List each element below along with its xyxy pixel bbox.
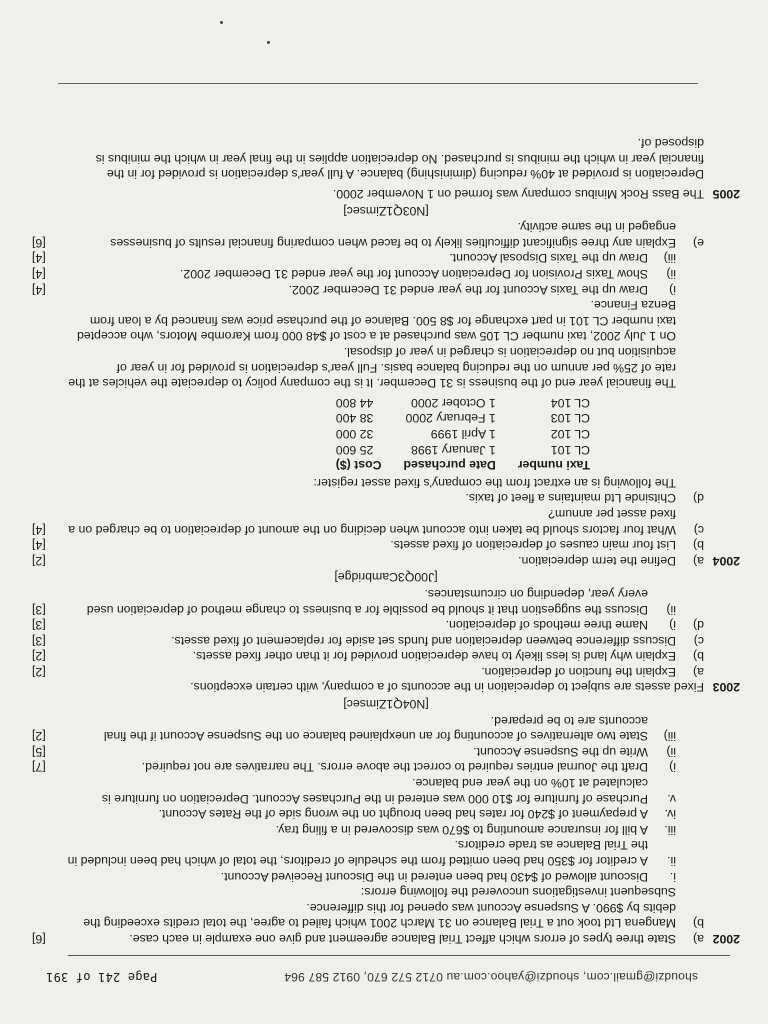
task-item — [32, 759, 740, 775]
marks: [4] — [32, 267, 46, 282]
question-text: Discuss difference between depreciation and funds set aside for replacement of fixed assets. — [171, 633, 676, 648]
part-label: d) — [693, 491, 704, 506]
task-item — [32, 281, 740, 297]
q2004-part — [32, 490, 740, 506]
q2003-part — [32, 617, 740, 633]
question-text: The Bass Rock Minibus company was formed on 1 November 2000. — [332, 187, 704, 202]
marks: [4] — [32, 282, 46, 297]
table-row — [314, 394, 590, 410]
question-text: Name three methods of depreciation. — [445, 618, 648, 633]
item-number: ii. — [667, 854, 676, 869]
source-reference: [N04Q1Zimsec] — [343, 697, 429, 712]
task-number: ii) — [666, 267, 676, 282]
marks: [3] — [32, 602, 46, 617]
question-text: Discuss the suggestion that it should be possible for a business to change method of depreciation used every year, depending on circumstances. — [86, 586, 648, 617]
intro-text: The following is an extract from the company's fixed asset register: — [313, 475, 676, 490]
q2003-intro — [32, 679, 740, 695]
part-label: c) — [693, 522, 704, 537]
q2002-b — [32, 899, 740, 930]
year-label: 2004 — [712, 553, 740, 568]
paragraph — [32, 297, 740, 344]
task-item — [32, 712, 740, 743]
part-label: e) — [693, 235, 704, 250]
page-number: Page 241 of 391 — [46, 970, 158, 984]
marks: [7] — [32, 760, 46, 775]
question-text: Depreciation is provided at 40% reducing (diminishing) balance. A full year's depreciation is provided for in the financial year in which the minibus is purchased. No depreciation applies in the final year in which the minibus is disposed of. — [95, 136, 704, 182]
q2003-part — [32, 663, 740, 679]
table-cell: CL 102 — [550, 427, 590, 441]
task-number: iii) — [663, 251, 676, 266]
table-cell: 32 000 — [335, 427, 374, 441]
q2004-part — [32, 537, 740, 553]
item-text: A prepayment of $240 for rates had been brought on the wrong side of the Rates Account. — [158, 807, 648, 822]
task-number: iii) — [663, 729, 676, 744]
table-row — [314, 425, 590, 441]
scan-speck — [267, 41, 270, 44]
part-label: a) — [693, 664, 704, 679]
question-text: Chitsinde Ltd maintains a fleet of taxis. — [465, 491, 676, 506]
table-cell: 1 February 2000 — [405, 411, 496, 426]
question-text: Explain the function of depreciation. — [481, 664, 676, 679]
error-item — [32, 774, 740, 805]
table-cell: 1 January 1998 — [411, 442, 496, 457]
marks: [3] — [32, 633, 46, 648]
table-cell: 44 800 — [335, 395, 374, 410]
part-label: d) — [693, 618, 704, 633]
task-item — [32, 250, 740, 266]
column-header: Date purchased — [403, 458, 496, 473]
marks: [6] — [32, 235, 46, 250]
question-text: Explain why land is less likely to have depreciation provided for it than other fixed assets. — [192, 649, 676, 664]
marks: [2] — [32, 649, 46, 664]
q2005-line1 — [32, 186, 740, 202]
question-text: Explain any three significant difficulties likely to be faced when comparing financial results of businesses engaged in the same activity. — [110, 220, 676, 250]
part-label: c) — [693, 633, 704, 648]
item-number: iv. — [664, 807, 676, 822]
q2002-intro — [32, 884, 740, 900]
part-label: b) — [693, 916, 704, 931]
paragraph — [32, 343, 740, 390]
error-item — [32, 806, 740, 822]
item-number: i. — [669, 869, 676, 884]
marks: [2] — [32, 729, 46, 744]
year-label: 2002 — [712, 932, 740, 946]
q2003-part — [32, 585, 740, 616]
table-cell: CL 104 — [550, 395, 590, 410]
source-reference: [J00Q3Cambridge] — [334, 570, 438, 585]
table-header-row — [314, 457, 590, 473]
footer-rule — [58, 83, 698, 84]
task-number: ii) — [666, 744, 676, 759]
task-text: Write up the Suspense Account. — [473, 744, 648, 759]
task-text: Draw up the Taxis Account for the year ended 31 December 2002. — [288, 282, 648, 297]
contact-info: shoudzi@gmail.com, shoudzi@yahoo.com.au 0712 572 670, 0912 587 964 — [284, 970, 698, 984]
marks: [2] — [32, 664, 46, 679]
task-text: Draw up the Taxis Disposal Account. — [449, 251, 648, 266]
sub-label: ii) — [666, 602, 676, 617]
intro-text: Fixed assets are subject to depreciation in the accounts of a company, with certain exceptions. — [190, 680, 704, 695]
part-label: a) — [693, 932, 704, 946]
part-label: a) — [693, 553, 704, 568]
sub-label: i) — [669, 618, 676, 633]
source-reference: [N03Q1Zimsec] — [343, 203, 429, 218]
item-text: A creditor for $350 had been omitted from the schedule of creditors, the total of which had been included in the Trial Balance as trade creditors. — [67, 838, 648, 869]
question-text: Mangena Ltd took out a Trial Balance on 31 March 2001 which failed to agree, the total credits exceeding the debits by $990. A Suspense Account was opened for this difference. — [83, 900, 676, 931]
task-text: State two alternatives of accounting for an unexplained balance on the Suspense Account if the final accounts are to be prepared. — [103, 713, 648, 744]
question-text: List four main causes of depreciation of fixed assets. — [390, 538, 676, 553]
register-intro — [32, 474, 740, 490]
item-text: Purchase of furniture for $10 000 was entered in the Purchases Account. Depreciation on furniture is calculated at 10% on the year end balance. — [101, 776, 648, 806]
question-text: What four factors should be taken into account when deciding on the amount of depreciation to be charged on a fixed asset per annum? — [68, 506, 676, 537]
q2002-a — [32, 930, 740, 946]
paragraph-text: The financial year end of the business is 31 December. It is the company policy to depreciate the vehicles at the rate of 25% per annum on the reducing balance basis. Full year's depreciation is provided for in year of acquisition but no depreciation is charged in year of disposal. — [68, 345, 676, 391]
item-number: v. — [667, 791, 676, 806]
item-number: iii. — [664, 822, 676, 837]
q2004-e — [32, 219, 740, 250]
task-item — [32, 743, 740, 759]
column-header: Taxi number — [517, 458, 590, 473]
column-header: Cost ($) — [335, 458, 382, 473]
task-text: Show Taxis Provision for Depreciation Account for the year ended 31 December 2002. — [179, 267, 648, 282]
marks: [4] — [32, 522, 46, 537]
marks: [5] — [32, 744, 46, 759]
table-row — [314, 410, 590, 426]
question-text: State three types of errors which affect Trial Balance agreement and give one example in each case. — [129, 932, 676, 946]
page-content — [32, 135, 740, 946]
table-cell: 25 600 — [335, 442, 374, 457]
part-label: b) — [693, 649, 704, 664]
table-cell: 38 400 — [335, 411, 374, 426]
q2004-part — [32, 552, 740, 568]
intro-text: Subsequent investigations uncovered the following errors: — [360, 885, 676, 900]
q2004-part — [32, 505, 740, 536]
error-item — [32, 821, 740, 837]
task-number: i) — [669, 282, 676, 297]
year-label: 2003 — [712, 680, 740, 695]
table-cell: 1 April 1999 — [430, 427, 496, 441]
marks: [2] — [32, 553, 46, 568]
marks: [3] — [32, 618, 46, 633]
scan-speck — [220, 21, 223, 24]
table-row — [314, 441, 590, 457]
error-item — [32, 868, 740, 884]
q2005-line2 — [32, 135, 740, 182]
q2003-part — [32, 632, 740, 648]
fixed-asset-table — [314, 394, 590, 472]
table-cell: 1 October 2000 — [411, 395, 496, 410]
task-number: i) — [669, 760, 676, 775]
question-text: Define the term depreciation. — [518, 553, 676, 568]
paragraph-text: On 1 July 2002, taxi number CL 105 was purchased at a cost of $48 000 from Karombe Motors, who accepted taxi number CL 101 in part exchange for $8 500. Balance of the purchase price was financed by a loan from Benza Finance. — [76, 298, 676, 344]
table-cell: CL 101 — [550, 442, 590, 457]
task-text: Draft the Journal entries required to correct the above errors. The narratives are not required. — [141, 760, 648, 775]
marks: [4] — [32, 251, 46, 266]
table-cell: CL 103 — [550, 411, 590, 426]
header-rule — [68, 955, 730, 956]
q2003-part — [32, 648, 740, 664]
marks: [6] — [32, 932, 46, 946]
item-text: A bill for insurance amounting to $670 was discovered in a filing tray. — [275, 822, 648, 837]
task-item — [32, 265, 740, 281]
item-text: Discount allowed of $430 had been entered in the Discount Received Account. — [220, 869, 648, 884]
part-label: b) — [693, 538, 704, 553]
error-item — [32, 837, 740, 868]
year-label: 2005 — [712, 187, 740, 202]
marks: [4] — [32, 538, 46, 553]
